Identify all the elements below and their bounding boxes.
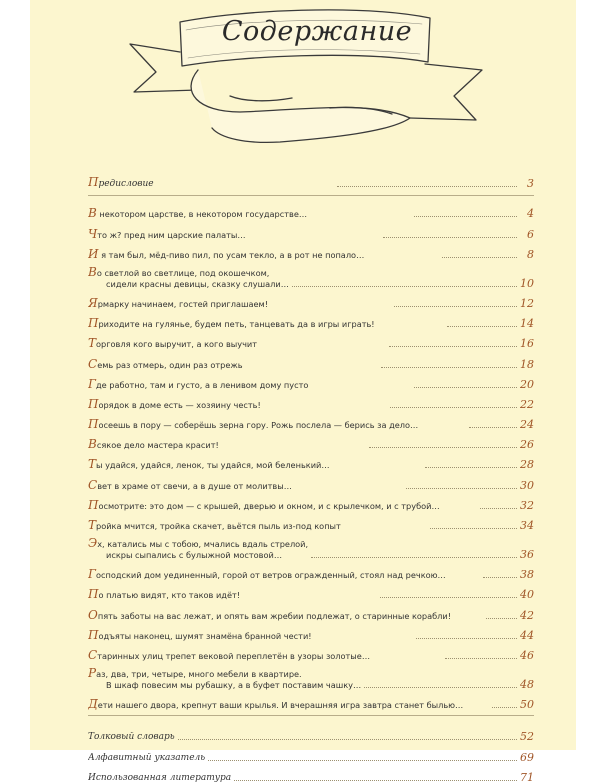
dot-leader	[469, 427, 517, 428]
dot-leader	[416, 638, 517, 639]
toc-entry-title: ы удайся, удайся, ленок, ты удайся, мой беленький…	[96, 460, 330, 471]
dot-leader	[425, 467, 517, 468]
toc-entry-title: Толковый словарь	[88, 732, 175, 743]
toc-page-number: 22	[520, 397, 534, 411]
toc-entry-initial: П	[88, 629, 99, 642]
toc-entry-title: Алфавитный указатель	[88, 752, 206, 763]
dot-leader	[390, 407, 517, 408]
toc-entry-title: де работно, там и густо, а в ленивом дому пусто	[95, 379, 309, 390]
toc-entry-text	[88, 177, 334, 190]
toc-entry-initial: Р	[88, 667, 97, 680]
toc-entry-text	[88, 569, 480, 581]
toc-entry-title-line2: искры сыпались с булыжной мостовой…	[106, 550, 283, 560]
toc-entry-text	[88, 459, 422, 471]
toc-entry-title: о платью видят, кто таков идёт!	[98, 590, 241, 601]
toc-entry-title: пять заботы на вас лежат, и опять вам жребии подлежат, о старинные корабли!	[97, 610, 452, 621]
dot-leader	[442, 257, 517, 258]
toc-entry[interactable]	[88, 642, 534, 662]
toc-entry-initial: П	[88, 499, 99, 512]
toc-entry-text	[88, 589, 377, 601]
toc-entry-initial: П	[88, 398, 99, 411]
toc-entry-text	[88, 338, 386, 350]
toc-entry-title: рмарку начинаем, гостей приглашаем!	[97, 298, 268, 309]
toc-back-matter-entry[interactable]	[88, 723, 534, 743]
toc-entry[interactable]	[88, 330, 534, 350]
toc-entry-title: Использованная литература	[88, 772, 232, 783]
toc-entry-initial: С	[88, 479, 98, 492]
dot-leader	[483, 577, 517, 578]
toc-back-matter-entry[interactable]	[88, 743, 534, 763]
toc-entry-title: осмотрите: это дом — с крышей, дверью и окном, и с крылечком, и с трубой…	[98, 500, 440, 511]
toc-entry[interactable]	[88, 241, 534, 261]
toc-entry-initial: Ч	[88, 228, 98, 241]
toc-entry-title: редисловие	[98, 179, 154, 190]
toc-entry[interactable]	[88, 451, 534, 471]
dot-leader	[234, 780, 517, 781]
toc-page-number: 20	[520, 377, 534, 391]
toc-entry-title: емь раз отмерь, один раз отрежь	[97, 359, 243, 370]
toc-entry[interactable]	[88, 492, 534, 512]
divider-line	[88, 715, 534, 716]
toc-entry-text	[88, 699, 489, 711]
toc-page-number: 69	[520, 750, 534, 764]
book-page	[30, 0, 576, 784]
toc-entry-initial: П	[88, 177, 99, 190]
toc-page-number: 36	[520, 548, 534, 561]
toc-page-number: 6	[527, 227, 534, 241]
toc-entry-title: риходите на гулянье, будем петь, танцевать да в игры играть!	[98, 319, 375, 330]
dot-leader	[383, 237, 517, 238]
toc-entry-title: осеешь в пору — соберёшь зерна гору. Рожь послела — берись за дело…	[98, 420, 419, 431]
toc-entry-initial: Э	[88, 538, 98, 550]
toc-entry-text	[88, 480, 403, 492]
toc-entry-title: то ж? пред ним царские палаты…	[97, 229, 246, 240]
toc-entry-initial: П	[88, 419, 99, 432]
toc-entry[interactable]	[88, 261, 534, 290]
toc-entry-initial: С	[88, 649, 98, 662]
toc-entry[interactable]	[88, 601, 534, 621]
toc-entry-title: некотором царстве, в некотором государстве…	[96, 209, 308, 220]
dot-leader	[380, 597, 517, 598]
toc-entry-title: таринных улиц трепет вековой переплетён в узоры золотые…	[97, 650, 371, 661]
toc-entry-title: сякое дело мастера красит!	[96, 440, 219, 451]
toc-entry-text	[88, 267, 289, 290]
toc-entry-text	[88, 610, 483, 622]
toc-entry[interactable]	[88, 220, 534, 240]
toc-entry-text	[88, 399, 387, 411]
toc-entry-title-line2: В шкаф повесим мы рубашку, а в буфет поставим чашку…	[106, 679, 362, 690]
dot-leader	[337, 186, 517, 187]
toc-page-number: 34	[520, 519, 534, 532]
toc-entry-title: о светлой во светлице, под окошечком,	[96, 267, 270, 278]
toc-entry-text	[88, 249, 439, 261]
toc-entry-initial: И	[88, 248, 99, 261]
toc-entry-text	[88, 650, 442, 662]
dot-leader	[486, 618, 517, 619]
toc-entry-title: ройка мчится, тройка скачет, вьётся пыль из-под копыт	[96, 521, 341, 531]
toc-entry-initial: Т	[88, 520, 97, 532]
toc-page-number: 50	[520, 698, 534, 712]
toc-page-number: 40	[520, 588, 534, 602]
toc-entry-initial: Г	[88, 569, 96, 582]
toc-entry-initial: С	[88, 358, 98, 371]
toc-entry-text	[88, 630, 413, 642]
toc-entry-text	[88, 520, 427, 532]
toc-page-number: 12	[520, 296, 535, 310]
toc-page-number: 28	[520, 458, 534, 472]
toc-page-number: 3	[527, 177, 535, 191]
divider-line	[88, 195, 534, 196]
toc-entry-text	[88, 439, 366, 451]
toc-entry[interactable]	[88, 391, 534, 411]
toc-entry-title-line2: сидели красны девицы, сказку слушали…	[106, 278, 289, 289]
toc-entry[interactable]	[88, 310, 534, 330]
toc-entry-text	[88, 419, 466, 431]
dot-leader	[414, 387, 517, 388]
toc-entry[interactable]	[88, 471, 534, 491]
dot-leader	[492, 707, 517, 708]
toc-entry[interactable]	[88, 290, 534, 310]
toc-entry[interactable]	[88, 622, 534, 642]
toc-page-number: 38	[520, 568, 534, 582]
toc-entry-text	[88, 318, 444, 330]
toc-entry-initial: Д	[88, 699, 98, 712]
toc-page-number: 8	[527, 247, 535, 261]
toc-entry-title: осподский дом уединенный, горой от ветров огражденный, стоял над речкою…	[95, 570, 446, 581]
toc-entry-text	[88, 668, 361, 691]
toc-entry[interactable]	[88, 350, 534, 370]
toc-entry-text	[88, 229, 380, 241]
toc-entry-title: одъяты наконец, шумят знамёна бранной чести!	[98, 630, 312, 641]
toc-entry-initial: В	[88, 266, 97, 279]
toc-entry[interactable]	[88, 371, 534, 391]
toc-entry-text	[88, 538, 308, 561]
toc-entry-initial: П	[88, 589, 99, 602]
toc-entry[interactable]	[88, 561, 534, 581]
toc-entry-initial: О	[88, 609, 98, 622]
dot-leader	[208, 760, 517, 761]
toc-page-number: 48	[520, 677, 534, 691]
toc-entry-title: орговля кого выручит, а кого выучит	[96, 339, 258, 350]
toc-page-number: 26	[520, 438, 534, 452]
toc-entry-initial: Т	[88, 338, 97, 351]
toc-page-number: 18	[520, 357, 534, 371]
dot-leader	[311, 557, 517, 558]
toc-page-number: 46	[520, 648, 535, 662]
toc-entry-initial: Т	[88, 459, 97, 472]
toc-entry-initial: В	[88, 439, 97, 452]
dot-leader	[406, 488, 517, 489]
toc-entry-title: ети нашего двора, крепнут ваши крылья. И вчерашняя игра завтра станет былью…	[97, 700, 464, 711]
toc-page-number: 10	[520, 276, 534, 290]
toc-entry-text	[88, 208, 411, 220]
toc-page-number: 52	[520, 730, 534, 744]
toc-entry-text	[88, 379, 411, 391]
toc-page-number: 71	[520, 770, 534, 784]
toc-page-number: 24	[520, 418, 535, 432]
dot-leader	[447, 326, 517, 327]
toc-entry-text	[88, 359, 378, 371]
dot-leader	[394, 306, 517, 307]
dot-leader	[480, 508, 517, 509]
toc-entry-initial: П	[88, 318, 99, 331]
dot-leader	[369, 447, 517, 448]
toc-page-number: 42	[520, 608, 534, 622]
dot-leader	[381, 367, 517, 368]
toc-entry-title: орядок в доме есть — хозяину честь!	[98, 399, 261, 410]
dot-leader	[389, 346, 518, 347]
toc-page-number: 30	[520, 478, 535, 492]
toc-page-number: 4	[527, 207, 534, 221]
dot-leader	[430, 528, 517, 529]
dot-leader	[292, 286, 517, 287]
dot-leader	[364, 687, 517, 688]
page-title: Содержание	[221, 16, 413, 47]
toc-entry[interactable]	[88, 431, 534, 451]
dot-leader	[414, 216, 517, 217]
toc-entry-title: х, катались мы с тобою, мчались вдаль стрелой,	[97, 539, 309, 549]
toc-page-number: 16	[520, 337, 535, 351]
toc-entry-title: аз, два, три, четыре, много мебели в квартире.	[96, 668, 302, 679]
toc-entry-title: я там был, мёд-пиво пил, по усам текло, а в рот не попало…	[98, 249, 365, 260]
toc-entry[interactable]	[88, 512, 534, 532]
toc-entry[interactable]	[88, 200, 534, 220]
table-of-contents	[88, 170, 534, 784]
ribbon-banner	[30, 0, 576, 165]
toc-page-number: 32	[520, 498, 534, 512]
toc-entry[interactable]	[88, 691, 534, 711]
toc-entry[interactable]	[88, 170, 534, 190]
toc-entry[interactable]	[88, 411, 534, 431]
toc-page-number: 14	[520, 317, 534, 331]
dot-leader	[445, 658, 517, 659]
toc-back-matter-entry[interactable]	[88, 764, 534, 784]
toc-entry-text	[88, 500, 477, 512]
toc-entry-initial: Я	[88, 297, 98, 310]
toc-entry-title: вет в храме от свечи, а в душе от молитвы…	[97, 480, 292, 491]
toc-entry[interactable]	[88, 532, 534, 561]
toc-entry-initial: В	[88, 208, 97, 221]
toc-page-number: 44	[520, 628, 534, 642]
toc-entry-text	[88, 298, 391, 310]
dot-leader	[178, 739, 517, 740]
toc-entry[interactable]	[88, 581, 534, 601]
toc-entry-initial: Г	[88, 378, 96, 391]
toc-entry[interactable]	[88, 662, 534, 691]
